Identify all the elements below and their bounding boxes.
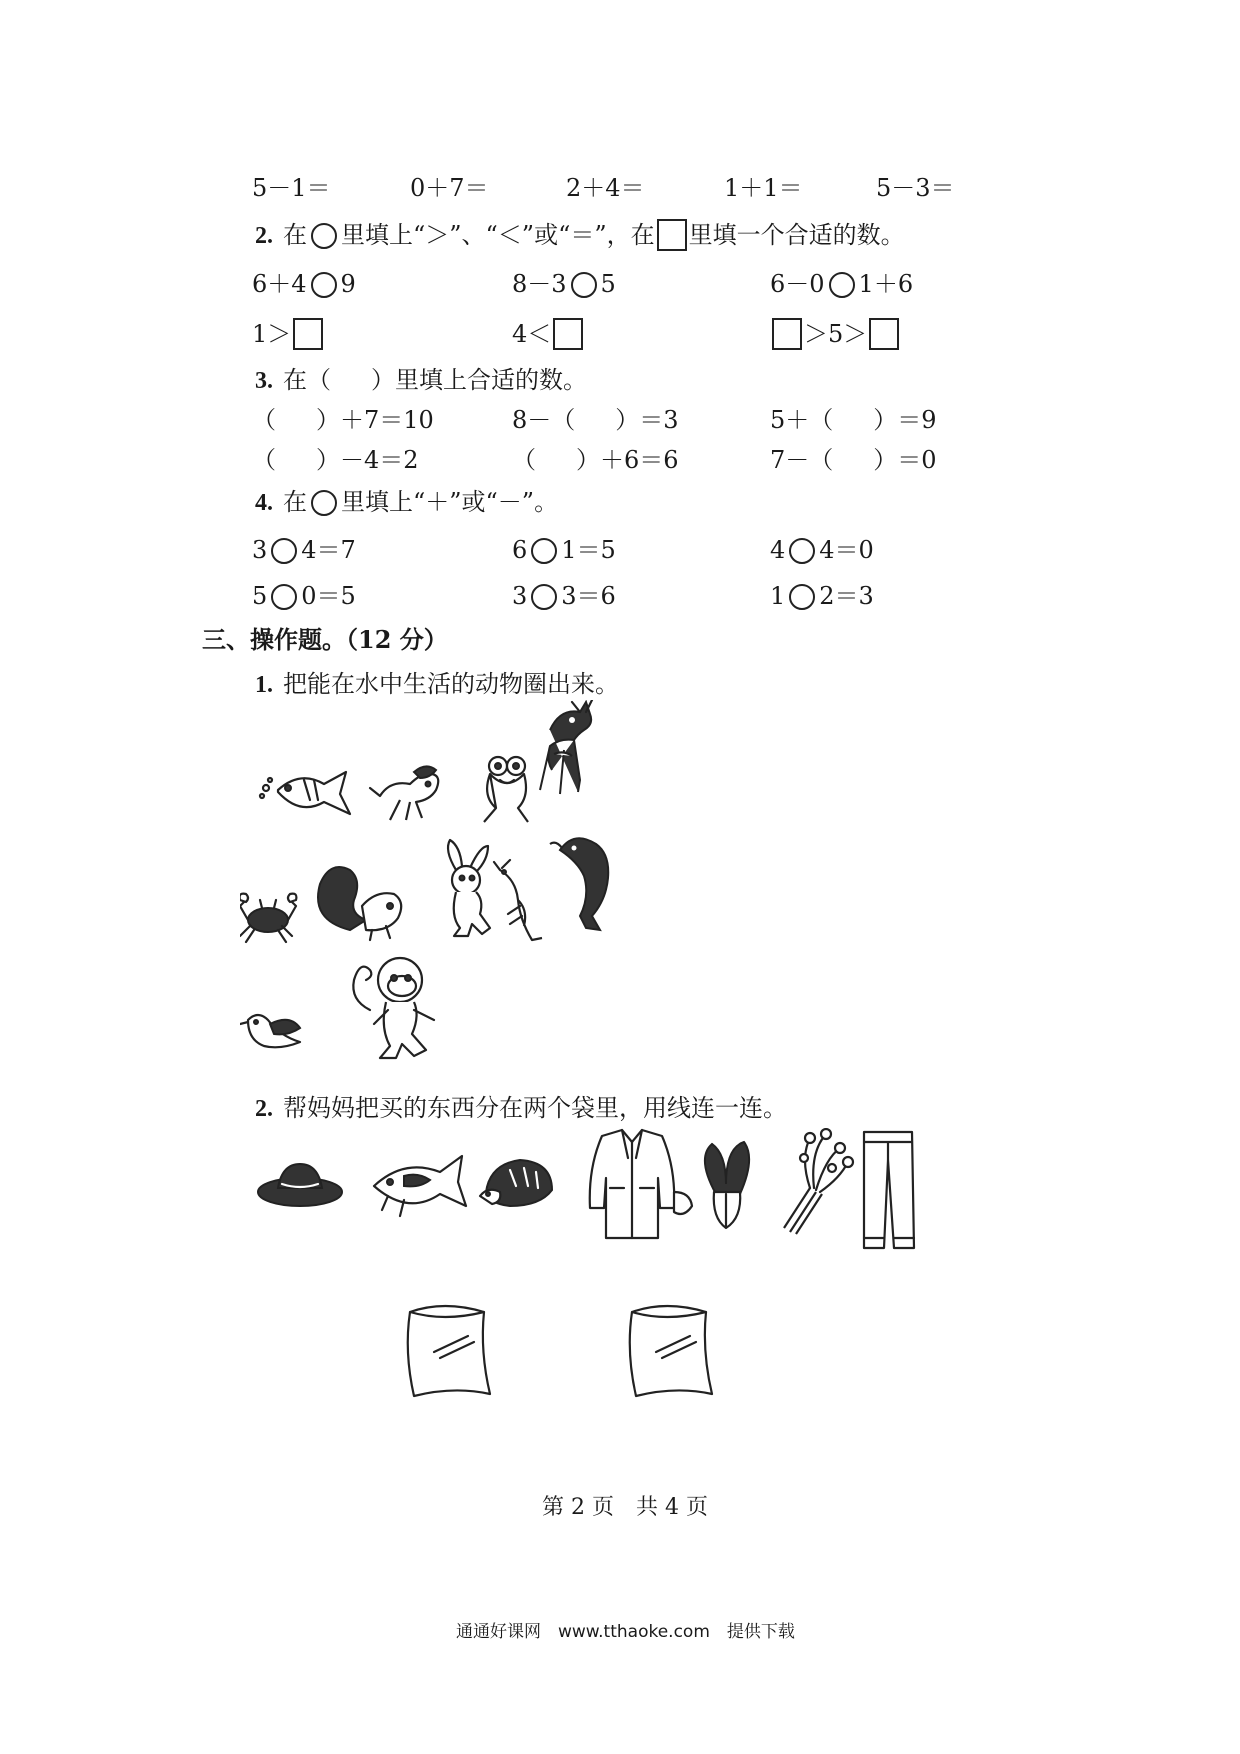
deer-icon[interactable]: [540, 700, 592, 794]
download-credit: 通通好课网 www.tthaoke.com 提供下载: [456, 1622, 795, 1642]
crab-icon[interactable]: [240, 894, 296, 942]
jacket-icon[interactable]: [590, 1130, 692, 1238]
cabbage-icon[interactable]: [705, 1142, 749, 1228]
q3-r1-a-pre: （: [252, 406, 276, 434]
trousers-icon[interactable]: [864, 1132, 914, 1248]
q3-r2-b-post: ）＋6＝6: [576, 446, 679, 474]
q3-r1-b-post: ）＝3: [615, 406, 679, 434]
q2-title-b: 里填上“＞”、“＜”或“＝”，在: [341, 221, 655, 249]
q4-r1-a: [252, 530, 356, 565]
q2-r2-b: [512, 314, 585, 350]
q3-r1-a-post: ）＋7＝10: [316, 406, 434, 434]
q4-r1-c-right: 4＝0: [819, 536, 874, 564]
q4-number: 4.: [255, 490, 273, 516]
q2-r1-c: [770, 264, 913, 299]
q4-r1-a-right: 4＝7: [301, 536, 356, 564]
q4-r2-b: [512, 576, 616, 611]
answer-circle[interactable]: [531, 584, 557, 610]
q3-r2-a: [252, 440, 419, 475]
circle-icon: [311, 223, 337, 249]
q4-title: [255, 482, 558, 517]
q2-r1-a-left: 6＋4: [252, 270, 307, 298]
answer-circle[interactable]: [311, 272, 337, 298]
dolphin-icon[interactable]: [550, 838, 608, 930]
q3-title-a: 在（: [283, 366, 331, 394]
q4-title-a: 在: [283, 488, 307, 516]
frog-icon[interactable]: [484, 757, 528, 822]
q2-title: [255, 215, 905, 251]
q3-r1-c-pre: 5＋（: [770, 406, 834, 434]
q3-r1-b-pre: 8－（: [512, 406, 576, 434]
answer-circle[interactable]: [571, 272, 597, 298]
q2-title-a: 在: [283, 221, 307, 249]
page-number: 第 2 页 共 4 页: [542, 1495, 708, 1520]
q2-r1-b: [512, 264, 616, 299]
q2-title-c: 里填一个合适的数。: [688, 221, 905, 249]
q2-r1-c-left: 6－0: [770, 270, 825, 298]
q4-r1-c-left: 4: [770, 536, 786, 564]
dog-icon[interactable]: [370, 766, 438, 820]
q3-r1-a: [252, 400, 434, 435]
q4-title-b: 里填上“＋”或“－”。: [341, 488, 559, 516]
op1-title: [255, 664, 619, 699]
bag-icon[interactable]: [630, 1306, 712, 1396]
q2-r2-a: [252, 314, 325, 350]
q4-r1-b-left: 6: [512, 536, 528, 564]
q4-r2-c-right: 2＝3: [819, 582, 874, 610]
q3-title: [255, 360, 587, 395]
answer-circle[interactable]: [789, 538, 815, 564]
answer-box[interactable]: [553, 318, 583, 350]
answer-box[interactable]: [293, 318, 323, 350]
bags-illustration: [400, 1296, 740, 1406]
op1-title-text: 把能在水中生活的动物圈出来。: [283, 670, 619, 698]
q2-r1-a-right: 9: [340, 270, 356, 298]
fish-icon[interactable]: [260, 772, 350, 814]
op2-title: [255, 1088, 787, 1123]
q2-r2-b-text: 4＜: [512, 320, 552, 348]
q3-r1-c: [770, 400, 937, 435]
greens-icon[interactable]: [784, 1129, 853, 1234]
animals-illustration: [240, 700, 960, 1070]
q3-r2-c-pre: 7－（: [770, 446, 834, 474]
monkey-icon[interactable]: [353, 958, 434, 1058]
q3-number: 3.: [255, 368, 273, 394]
answer-box[interactable]: [869, 318, 899, 350]
shrimp-icon[interactable]: [494, 860, 542, 940]
answer-circle[interactable]: [531, 538, 557, 564]
bag-icon[interactable]: [408, 1306, 490, 1396]
q1-item-4: 1＋1＝: [724, 174, 803, 202]
q2-r1-b-right: 5: [600, 270, 616, 298]
q4-r2-a: [252, 576, 356, 611]
q2-r2-c: [770, 314, 901, 350]
q3-title-b: ）里填上合适的数。: [371, 366, 587, 394]
rabbit-icon[interactable]: [448, 840, 490, 936]
hedgehog-icon[interactable]: [480, 1160, 552, 1206]
q3-r1-b: [512, 400, 679, 435]
q1-item-5: 5－3＝: [876, 174, 955, 202]
answer-circle[interactable]: [829, 272, 855, 298]
q2-r2-a-text: 1＞: [252, 320, 292, 348]
q2-r1-a: [252, 264, 356, 299]
q4-r1-b: [512, 530, 616, 565]
q4-r2-a-left: 5: [252, 582, 268, 610]
q2-number: 2.: [255, 223, 273, 249]
shopping-items-illustration: [250, 1128, 950, 1268]
square-box-icon: [657, 219, 687, 251]
q1-item-2: 0＋7＝: [410, 174, 489, 202]
q3-r2-a-pre: （: [252, 446, 276, 474]
answer-circle[interactable]: [271, 538, 297, 564]
q3-r1-c-post: ）＝9: [873, 406, 937, 434]
q1-item-1: 5－1＝: [252, 174, 331, 202]
q2-r2-c-text: ＞5＞: [804, 320, 868, 348]
q2-r1-b-left: 8－3: [512, 270, 567, 298]
fish-icon[interactable]: [374, 1156, 466, 1216]
answer-box[interactable]: [772, 318, 802, 350]
hat-icon[interactable]: [258, 1164, 342, 1206]
q4-r1-a-left: 3: [252, 536, 268, 564]
answer-circle[interactable]: [271, 584, 297, 610]
circle-icon: [311, 490, 337, 516]
q4-r2-b-left: 3: [512, 582, 528, 610]
q4-r1-b-right: 1＝5: [561, 536, 616, 564]
q3-r2-b: [512, 440, 679, 475]
q2-r1-c-right: 1＋6: [858, 270, 914, 298]
answer-circle[interactable]: [789, 584, 815, 610]
q1-item-3: 2＋4＝: [566, 174, 645, 202]
q3-r2-a-post: ）－4＝2: [316, 446, 419, 474]
op2-title-text: 帮妈妈把买的东西分在两个袋里，用线连一连。: [283, 1094, 787, 1122]
q4-r1-c: [770, 530, 874, 565]
q4-r2-c: [770, 576, 874, 611]
q4-r2-c-left: 1: [770, 582, 786, 610]
q3-r2-b-pre: （: [512, 446, 536, 474]
q4-r2-a-right: 0＝5: [301, 582, 356, 610]
section-3-title: 三、操作题。（12 分）: [202, 625, 448, 654]
op1-number: 1.: [255, 672, 273, 698]
q3-r2-c: [770, 440, 937, 475]
q4-r2-b-right: 3＝6: [561, 582, 616, 610]
op2-number: 2.: [255, 1096, 273, 1122]
bird-icon[interactable]: [240, 1015, 300, 1047]
q3-r2-c-post: ）＝0: [873, 446, 937, 474]
squirrel-icon[interactable]: [318, 867, 401, 940]
